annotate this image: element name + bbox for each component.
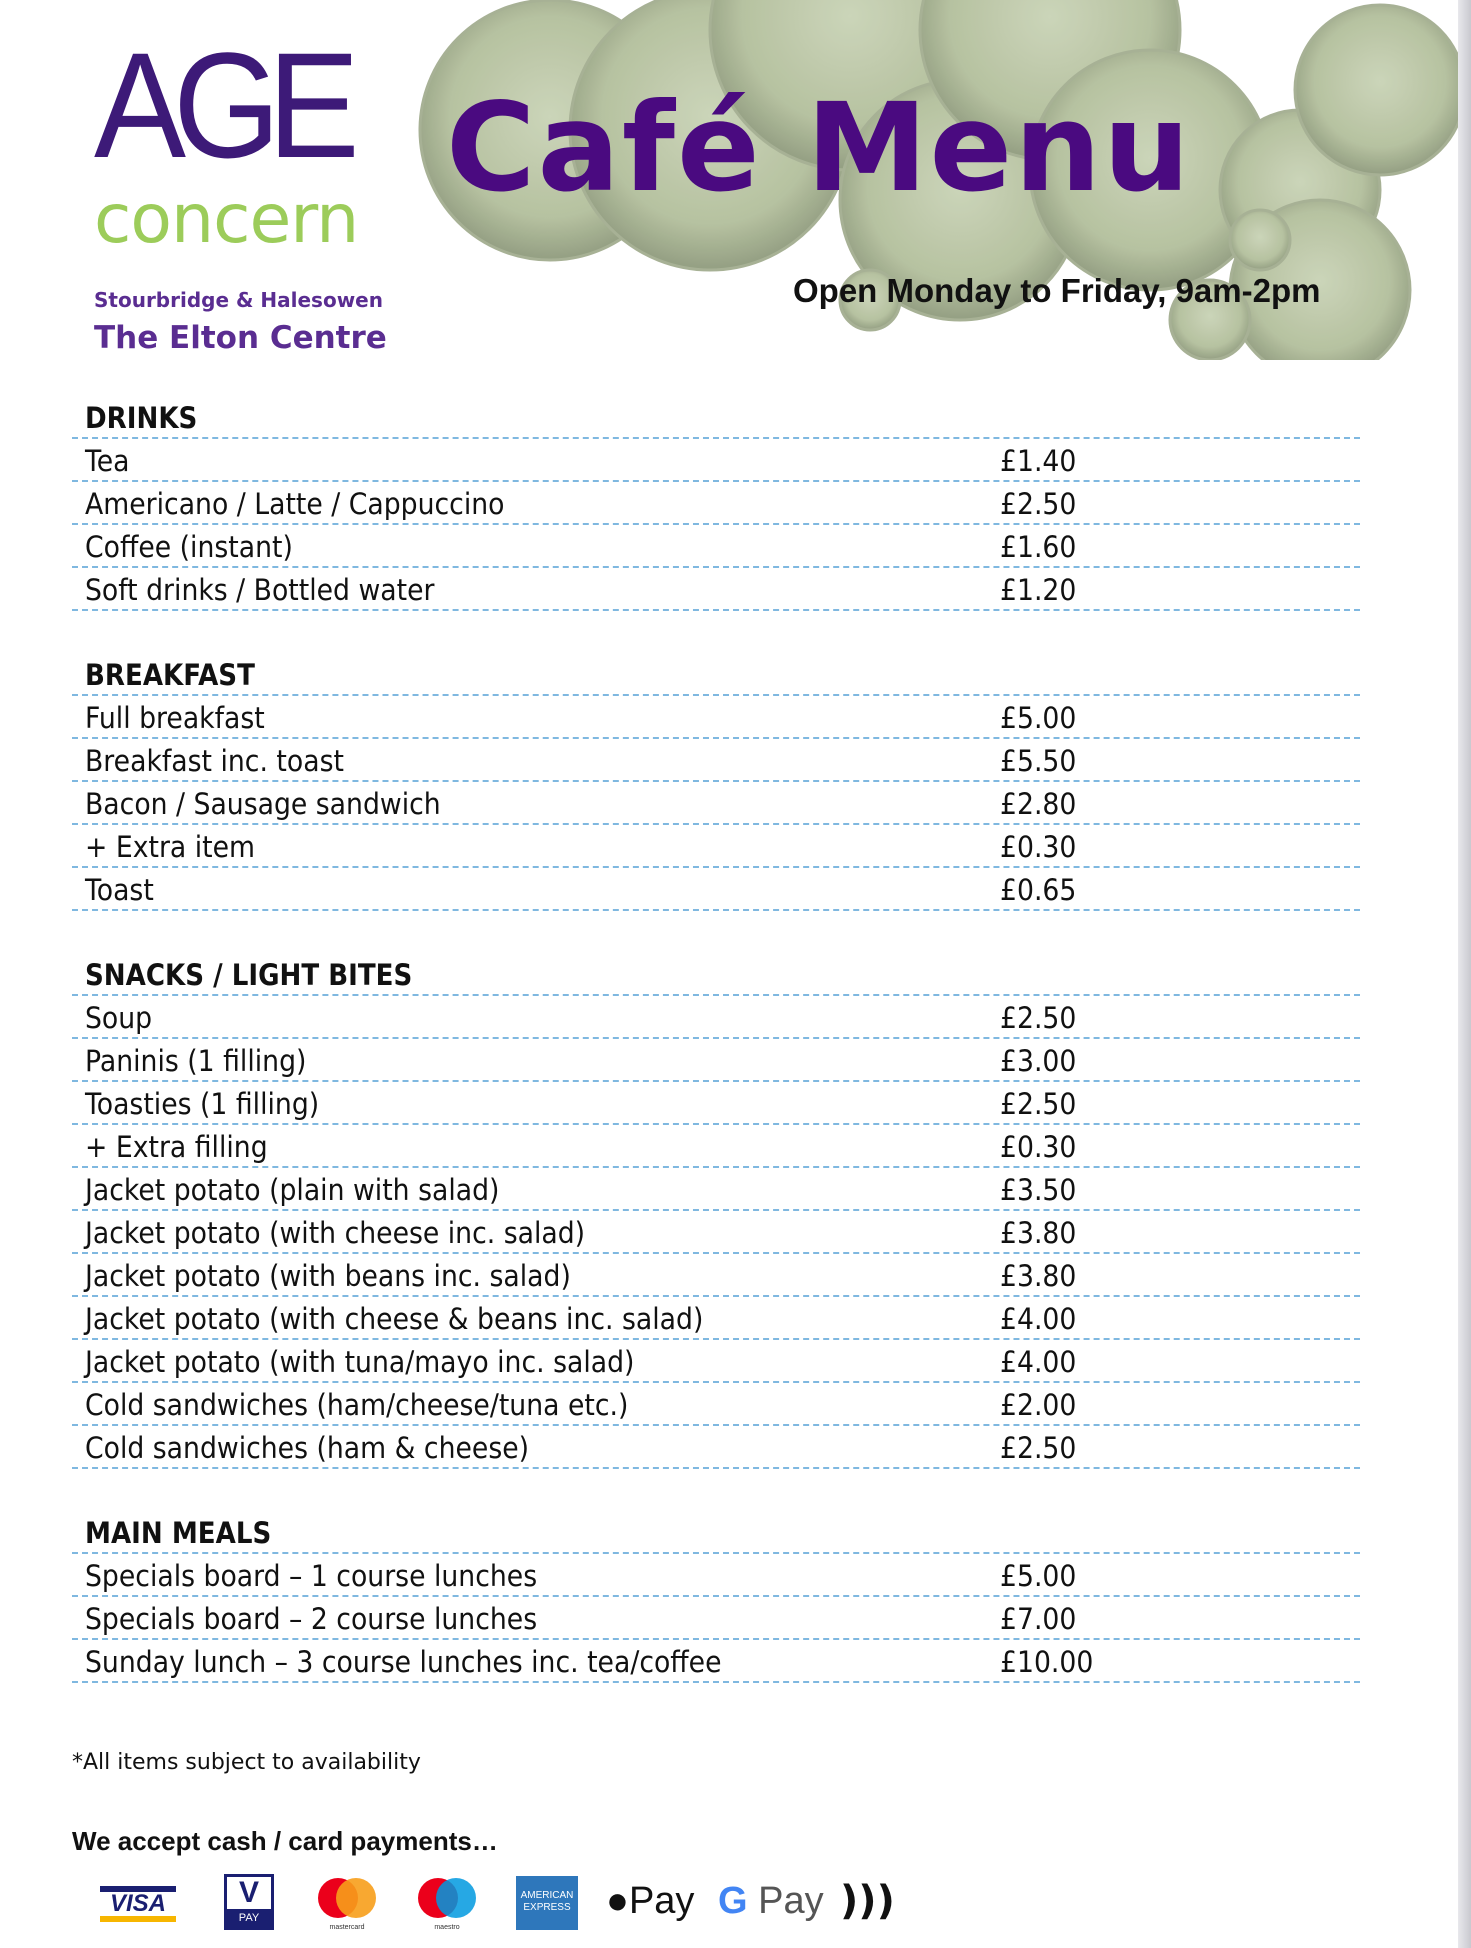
menu-item [72,782,1360,825]
menu-item-name: Soft drinks / Bottled water [85,573,435,607]
menu-item [72,1254,1360,1297]
menu-item-name: + Extra item [85,830,256,864]
menu-item-price: £5.50 [1000,744,1077,778]
menu-item-price: £1.20 [1000,573,1077,607]
menu-item-name: Cold sandwiches (ham & cheese) [85,1431,530,1465]
menu-item-price: £4.00 [1000,1302,1077,1336]
menu-item-name: Jacket potato (with beans inc. salad) [85,1259,571,1293]
menu-item-name: Full breakfast [85,701,265,735]
menu-item-price: £0.65 [1000,873,1077,907]
menu-item-name: Jacket potato (with tuna/mayo inc. salad) [85,1345,635,1379]
menu-list [72,396,1360,1725]
menu-item [72,696,1360,739]
menu-item [72,996,1360,1039]
menu-item-name: Jacket potato (with cheese & beans inc. salad) [85,1302,704,1336]
menu-item-price: £2.50 [1000,1431,1077,1465]
menu-item [72,1340,1360,1383]
menu-item-price: £2.50 [1000,1087,1077,1121]
menu-item-price: £7.00 [1000,1602,1077,1636]
logo-mark: AGE [94,21,347,189]
menu-item [72,1297,1360,1340]
menu-item-price: £0.30 [1000,1130,1077,1164]
menu-item-name: Sunday lunch – 3 course lunches inc. tea/coffee [85,1645,722,1679]
menu-item-name: Bacon / Sausage sandwich [85,787,441,821]
vpay-icon: V PAY [224,1874,274,1930]
visa-icon: VISA [100,1886,176,1922]
menu-item-price: £2.00 [1000,1388,1077,1422]
menu-section [72,653,1360,911]
menu-item-name: Toasties (1 filling) [85,1087,320,1121]
google-pay-icon: G Pay [718,1880,824,1922]
apple-pay-icon: ●Pay [606,1880,695,1922]
section-heading [72,653,1360,696]
section-heading-text: DRINKS [85,401,198,435]
menu-item-price: £3.50 [1000,1173,1077,1207]
logo-centre-name: The Elton Centre [94,320,387,356]
menu-item [72,868,1360,911]
menu-item-name: Specials board – 2 course lunches [85,1602,538,1636]
menu-item-price: £2.80 [1000,787,1077,821]
section-heading-text: SNACKS / LIGHT BITES [85,958,413,992]
section-heading-text: BREAKFAST [85,658,255,692]
menu-item [72,1039,1360,1082]
menu-section [72,1511,1360,1683]
opening-hours: Open Monday to Friday, 9am-2pm [793,272,1321,309]
menu-item [72,1426,1360,1469]
menu-item-price: £2.50 [1000,1001,1077,1035]
menu-item-price: £4.00 [1000,1345,1077,1379]
page-edge [1458,0,1471,1948]
svg-text:mastercard: mastercard [329,1924,365,1931]
menu-item-name: Toast [85,873,154,907]
menu-item-name: Specials board – 1 course lunches [85,1559,538,1593]
menu-item-name: Americano / Latte / Cappuccino [85,487,505,521]
section-heading [72,1511,1360,1554]
menu-item-name: Cold sandwiches (ham/cheese/tuna etc.) [85,1388,629,1422]
menu-item [72,439,1360,482]
section-heading [72,953,1360,996]
menu-item [72,482,1360,525]
menu-item-price: £1.60 [1000,530,1077,564]
menu-item-name: Jacket potato (plain with salad) [85,1173,500,1207]
menu-item [72,1211,1360,1254]
section-heading [72,396,1360,439]
menu-item-price: £0.30 [1000,830,1077,864]
page-title: Café Menu [446,77,1193,219]
menu-item [72,825,1360,868]
menu-item [72,525,1360,568]
menu-item-price: £2.50 [1000,487,1077,521]
menu-item-price: £1.40 [1000,444,1077,478]
logo-subtitle: Stourbridge & Halesowen [94,288,383,312]
menu-item-name: Paninis (1 filling) [85,1044,307,1078]
menu-item [72,1640,1360,1683]
menu-item [72,1082,1360,1125]
menu-item [72,1125,1360,1168]
availability-note: *All items subject to availability [72,1750,421,1775]
menu-item [72,1168,1360,1211]
payment-methods [100,1874,1300,1934]
menu-item-name: Jacket potato (with cheese inc. salad) [85,1216,586,1250]
menu-item [72,568,1360,611]
logo-word: concern [94,180,359,259]
menu-item [72,1383,1360,1426]
menu-item-price: £3.80 [1000,1259,1077,1293]
menu-item-name: + Extra filling [85,1130,268,1164]
menu-item [72,1597,1360,1640]
menu-item-price: £3.00 [1000,1044,1077,1078]
menu-item [72,739,1360,782]
menu-item-price: £3.80 [1000,1216,1077,1250]
menu-item-price: £10.00 [1000,1645,1094,1679]
menu-section [72,953,1360,1469]
menu-item-name: Soup [85,1001,153,1035]
menu-item-name: Tea [85,444,130,478]
menu-item [72,1554,1360,1597]
menu-item-price: £5.00 [1000,1559,1077,1593]
menu-section [72,396,1360,611]
menu-item-name: Coffee (instant) [85,530,293,564]
menu-item-name: Breakfast inc. toast [85,744,344,778]
contactless-icon: ))) [840,1878,895,1924]
mastercard-icon [312,1874,382,1932]
age-concern-logo [90,21,390,356]
american-express-icon: AMERICAN EXPRESS [516,1876,578,1930]
maestro-icon [412,1874,482,1932]
svg-text:maestro: maestro [434,1924,460,1931]
section-heading-text: MAIN MEALS [85,1516,272,1550]
menu-item-price: £5.00 [1000,701,1077,735]
payments-heading: We accept cash / card payments… [72,1826,498,1856]
